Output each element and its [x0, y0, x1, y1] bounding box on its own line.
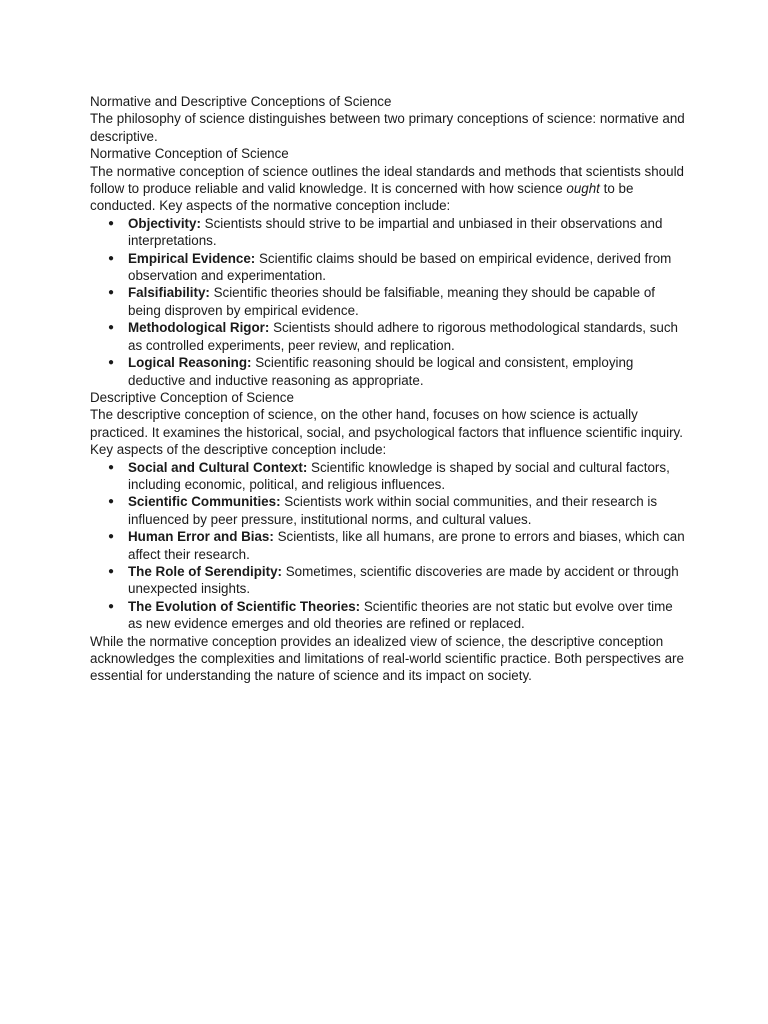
item-text: Scientists should strive to be impartial and unbiased in their observations and interpretations.: [128, 215, 663, 249]
item-text: Scientific knowledge is shaped by social and cultural factors, including economic, political, and religious influences.: [128, 459, 670, 492]
list-item: [108, 284, 690, 319]
item-term: The Role of Serendipity:: [128, 563, 283, 579]
item-text: Sometimes, scientific discoveries are made by accident or through unexpected insights.: [128, 563, 679, 597]
document-title: Normative and Descriptive Conceptions of Science: [90, 94, 392, 109]
list-item: [108, 563, 690, 598]
item-term: Methodological Rigor:: [128, 320, 270, 336]
normative-paragraph: [90, 163, 690, 215]
intro-paragraph: The philosophy of science distinguishes between two primary conceptions of science: normative and descriptive.: [90, 111, 685, 144]
bullet-icon: ●: [108, 252, 115, 264]
list-item: [108, 215, 690, 250]
item-text: Scientists should adhere to rigorous methodological standards, such as controlled experiments, peer review, and replication.: [128, 320, 678, 353]
document-body: [90, 93, 690, 685]
list-item: [108, 493, 690, 528]
bullet-icon: ●: [108, 600, 115, 612]
item-text: Scientific reasoning should be logical and consistent, employing deductive and inductive reasoning as appropriate.: [128, 355, 634, 388]
list-item: [108, 459, 690, 494]
descriptive-heading: Descriptive Conception of Science: [90, 389, 294, 405]
item-text: Scientists, like all humans, are prone to errors and biases, which can affect their research.: [128, 529, 685, 562]
bullet-icon: ●: [108, 461, 115, 473]
descriptive-paragraph: The descriptive conception of science, on the other hand, focuses on how science is actually practiced. It examines the historical, social, and psychological factors that influence scientific inquiry. Key aspects of the descriptive conception include:: [90, 407, 683, 458]
item-term: Empirical Evidence:: [128, 250, 256, 266]
list-item: [108, 528, 690, 563]
normative-para-after: to be conducted. Key aspects of the normative conception include:: [90, 181, 634, 214]
item-term: Logical Reasoning:: [128, 355, 252, 371]
bullet-icon: ●: [108, 287, 115, 299]
item-term: The Evolution of Scientific Theories:: [128, 598, 361, 614]
normative-para-before: The normative conception of science outlines the ideal standards and methods that scientists should follow to produce reliable and valid knowledge. It is concerned with how science: [90, 163, 685, 197]
bullet-icon: ●: [108, 217, 115, 229]
list-item: [108, 598, 690, 633]
item-term: Falsifiability:: [128, 285, 210, 301]
bullet-icon: ●: [108, 565, 115, 577]
list-item: [108, 319, 690, 354]
bullet-icon: ●: [108, 322, 115, 334]
item-term: Objectivity:: [128, 215, 201, 231]
bullet-icon: ●: [108, 496, 115, 508]
item-text: Scientific claims should be based on empirical evidence, derived from observation and experimentation.: [128, 250, 672, 284]
bullet-icon: ●: [108, 357, 115, 369]
list-item: [108, 250, 690, 285]
descriptive-list: [90, 459, 690, 633]
item-text: Scientific theories are not static but evolve over time as new evidence emerges and old theories are refined or replaced.: [128, 598, 673, 632]
normative-para-emphasis: ought: [566, 181, 600, 197]
item-term: Social and Cultural Context:: [128, 459, 308, 475]
normative-heading: Normative Conception of Science: [90, 146, 289, 162]
list-item: [108, 354, 690, 389]
conclusion-paragraph: While the normative conception provides an idealized view of science, the descriptive conception acknowledges the complexities and limitations of real-world scientific practice. Both perspectives are essential for understanding the nature of science and its impact on society.: [90, 633, 684, 684]
bullet-icon: ●: [108, 531, 115, 543]
item-term: Human Error and Bias:: [128, 529, 274, 545]
item-term: Scientific Communities:: [128, 494, 281, 510]
item-text: Scientific theories should be falsifiable, meaning they should be capable of being disproven by empirical evidence.: [128, 285, 656, 318]
item-text: Scientists work within social communities, and their research is influenced by peer pressure, institutional norms, and cultural values.: [128, 494, 658, 527]
normative-list: [90, 215, 690, 389]
